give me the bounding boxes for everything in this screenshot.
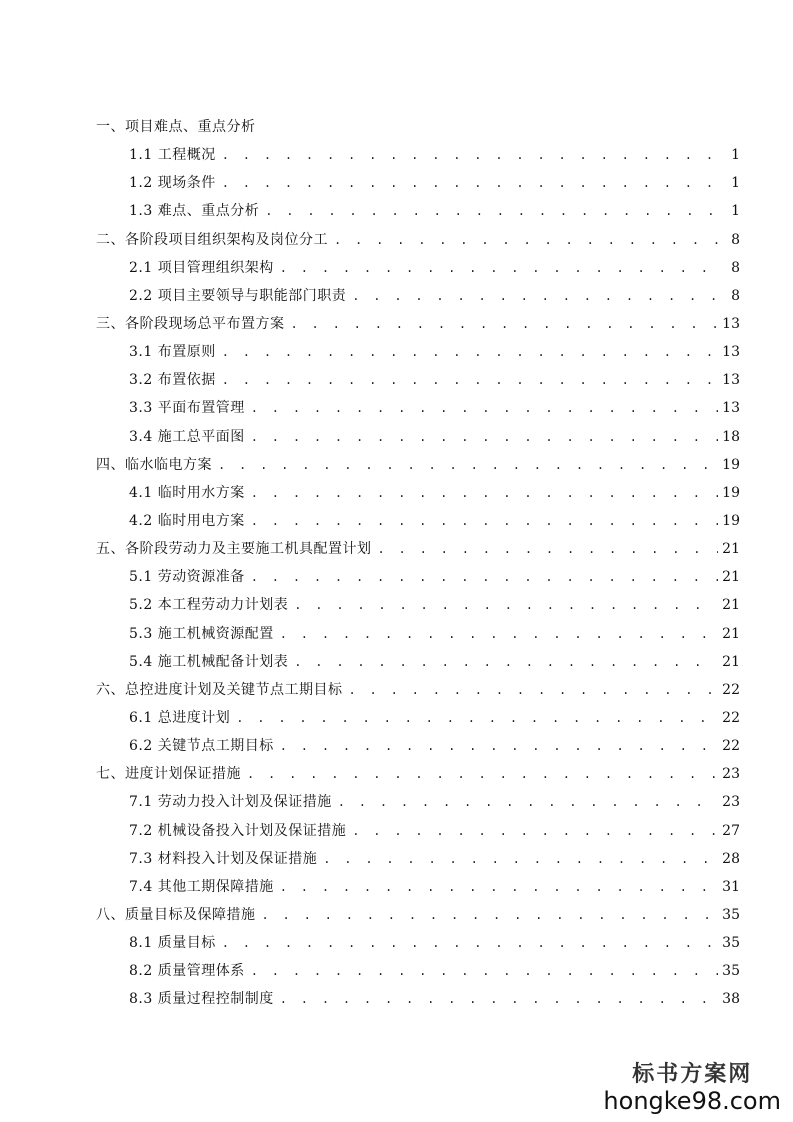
toc-section-entry[interactable] — [96, 563, 740, 591]
dot-leader — [247, 760, 718, 788]
toc-page-number: 21 — [722, 597, 740, 614]
toc-entry-title: 3.4 施工总平面图 — [129, 428, 245, 445]
dot-leader — [222, 141, 722, 169]
toc-entry-title: 一、项目难点、重点分析 — [96, 119, 256, 135]
toc-page-number: 19 — [722, 456, 740, 473]
toc-entry-title: 7.1 劳动力投入计划及保证措施 — [129, 794, 332, 811]
toc-entry-title: 4.1 临时用水方案 — [129, 484, 245, 501]
dot-leader — [352, 817, 718, 845]
toc-page-number: 35 — [722, 906, 740, 923]
toc-chapter-entry[interactable] — [96, 901, 740, 929]
dot-leader — [265, 197, 722, 225]
dot-leader — [251, 394, 718, 422]
toc-entry-title: 1.2 现场条件 — [129, 175, 216, 192]
toc-page-number: 8 — [731, 231, 740, 248]
dot-leader — [218, 451, 718, 479]
toc-section-entry[interactable] — [96, 507, 740, 535]
toc-page-number: 21 — [722, 625, 740, 642]
dot-leader — [251, 507, 718, 535]
toc-page-number: 38 — [722, 991, 740, 1008]
toc-page-number: 35 — [722, 935, 740, 952]
dot-leader — [334, 226, 722, 254]
toc-entry-title: 5.3 施工机械资源配置 — [129, 625, 274, 642]
toc-page-number: 21 — [722, 541, 740, 558]
toc-page-number: 1 — [731, 175, 740, 192]
toc-chapter-entry[interactable] — [96, 676, 740, 704]
toc-section-entry[interactable] — [96, 366, 740, 394]
toc-entry-title: 六、总控进度计划及关键节点工期目标 — [96, 681, 343, 698]
dot-leader — [222, 366, 718, 394]
toc-section-entry[interactable] — [96, 620, 740, 648]
toc-entry-title: 7.4 其他工期保障措施 — [129, 878, 274, 895]
toc-section-entry[interactable] — [96, 591, 740, 619]
toc-page-number: 13 — [722, 372, 740, 389]
toc-section-entry[interactable] — [96, 985, 740, 1013]
dot-leader — [280, 985, 718, 1013]
toc-page-number: 19 — [722, 484, 740, 501]
toc-entry-title: 三、各阶段现场总平布置方案 — [96, 315, 285, 332]
dot-leader — [251, 957, 718, 985]
toc-page-number: 31 — [722, 878, 740, 895]
toc-chapter-entry[interactable] — [96, 226, 740, 254]
toc-section-entry[interactable] — [96, 845, 740, 873]
toc-section-entry[interactable] — [96, 648, 740, 676]
dot-leader — [222, 169, 722, 197]
toc-page-number: 27 — [722, 822, 740, 839]
toc-page-number: 1 — [731, 147, 740, 164]
toc-entry-title: 3.2 布置依据 — [129, 372, 216, 389]
toc-entry-title: 四、临水临电方案 — [96, 456, 212, 473]
dot-leader — [280, 620, 718, 648]
dot-leader — [291, 310, 719, 338]
toc-page-number: 19 — [722, 512, 740, 529]
dot-leader — [222, 929, 718, 957]
toc-section-entry[interactable] — [96, 929, 740, 957]
toc-entry-title: 4.2 临时用电方案 — [129, 512, 245, 529]
toc-section-entry[interactable] — [96, 788, 740, 816]
dot-leader — [352, 282, 722, 310]
watermark-logo — [603, 1057, 781, 1114]
dot-leader — [349, 676, 719, 704]
toc-entry-title: 1.1 工程概况 — [129, 147, 216, 164]
toc-section-entry[interactable] — [96, 338, 740, 366]
toc-page-number: 28 — [722, 850, 740, 867]
toc-section-entry[interactable] — [96, 423, 740, 451]
toc-section-entry[interactable] — [96, 957, 740, 985]
toc-entry-title: 6.1 总进度计划 — [129, 709, 231, 726]
toc-page-number: 21 — [722, 569, 740, 586]
toc-chapter-entry[interactable] — [96, 113, 740, 141]
dot-leader — [251, 423, 718, 451]
toc-page-number: 1 — [731, 203, 740, 220]
toc-page-number: 23 — [722, 794, 740, 811]
toc-chapter-entry[interactable] — [96, 310, 740, 338]
toc-page-number: 8 — [731, 287, 740, 304]
table-of-contents — [96, 113, 740, 1014]
toc-entry-title: 5.2 本工程劳动力计划表 — [129, 597, 289, 614]
dot-leader — [236, 704, 718, 732]
toc-page-number: 22 — [722, 738, 740, 755]
watermark-cn: 标书方案网 — [632, 1061, 753, 1087]
dot-leader — [222, 338, 718, 366]
toc-page-number: 23 — [722, 766, 740, 783]
toc-entry-title: 8.3 质量过程控制制度 — [129, 991, 274, 1008]
dot-leader — [280, 254, 722, 282]
dot-leader — [280, 732, 718, 760]
toc-section-entry[interactable] — [96, 394, 740, 422]
toc-page-number: 18 — [722, 428, 740, 445]
dot-leader — [251, 563, 718, 591]
toc-chapter-entry[interactable] — [96, 535, 740, 563]
toc-page-number: 21 — [722, 653, 740, 670]
toc-chapter-entry[interactable] — [96, 451, 740, 479]
toc-entry-title: 5.4 施工机械配备计划表 — [129, 653, 289, 670]
toc-chapter-entry[interactable] — [96, 760, 740, 788]
toc-entry-title: 3.3 平面布置管理 — [129, 400, 245, 417]
toc-entry-title: 七、进度计划保证措施 — [96, 766, 241, 783]
dot-leader — [280, 873, 718, 901]
toc-entry-title: 8.1 质量目标 — [129, 935, 216, 952]
toc-entry-title: 五、各阶段劳动力及主要施工机具配置计划 — [96, 541, 372, 558]
toc-entry-title: 1.3 难点、重点分析 — [129, 203, 260, 220]
toc-entry-title: 2.2 项目主要领导与职能部门职责 — [129, 287, 347, 304]
toc-page-number: 8 — [731, 259, 740, 276]
toc-page-number: 13 — [722, 400, 740, 417]
dot-leader — [323, 845, 718, 873]
toc-entry-title: 2.1 项目管理组织架构 — [129, 259, 274, 276]
dot-leader — [378, 535, 719, 563]
toc-section-entry[interactable] — [96, 169, 740, 197]
toc-page-number: 13 — [722, 315, 740, 332]
toc-section-entry[interactable] — [96, 141, 740, 169]
toc-section-entry[interactable] — [96, 282, 740, 310]
toc-entry-title: 八、质量目标及保障措施 — [96, 906, 256, 923]
toc-entry-title: 7.3 材料投入计划及保证措施 — [129, 850, 318, 867]
toc-section-entry[interactable] — [96, 732, 740, 760]
dot-leader — [251, 479, 718, 507]
toc-page-number: 22 — [722, 709, 740, 726]
toc-section-entry[interactable] — [96, 817, 740, 845]
dot-leader — [294, 591, 718, 619]
toc-entry-title: 3.1 布置原则 — [129, 344, 216, 361]
toc-page-number: 13 — [722, 344, 740, 361]
toc-section-entry[interactable] — [96, 873, 740, 901]
toc-page-number: 22 — [722, 681, 740, 698]
dot-leader — [338, 788, 718, 816]
toc-section-entry[interactable] — [96, 704, 740, 732]
toc-entry-title: 5.1 劳动资源准备 — [129, 569, 245, 586]
toc-section-entry[interactable] — [96, 479, 740, 507]
toc-section-entry[interactable] — [96, 254, 740, 282]
toc-entry-title: 二、各阶段项目组织架构及岗位分工 — [96, 231, 328, 248]
toc-entry-title: 8.2 质量管理体系 — [129, 963, 245, 980]
dot-leader — [294, 648, 718, 676]
dot-leader — [262, 901, 719, 929]
toc-page-number: 35 — [722, 963, 740, 980]
toc-entry-title: 6.2 关键节点工期目标 — [129, 738, 274, 755]
toc-entry-title: 7.2 机械设备投入计划及保证措施 — [129, 822, 347, 839]
toc-section-entry[interactable] — [96, 197, 740, 225]
watermark-url: hongke98.com — [603, 1087, 781, 1115]
